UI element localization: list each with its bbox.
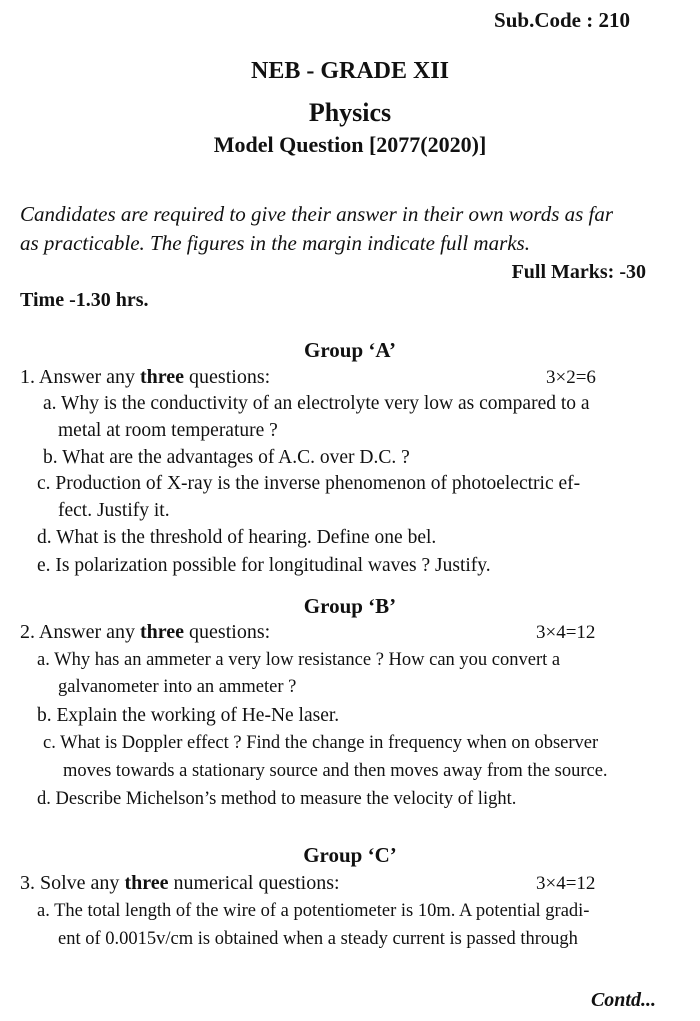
paper-title: Model Question [2077(2020)] — [213, 132, 487, 157]
question-1c-cont: fect. Justify it. — [58, 500, 170, 521]
instruction-line-1: Candidates are required to give their answer in their own words as far — [20, 202, 614, 226]
question-1d: d. What is the threshold of hearing. Define one bel. — [37, 527, 437, 548]
question-1b: b. What are the advantages of A.C. over D.C. ? — [43, 447, 410, 468]
question-2c: c. What is Doppler effect ? Find the change in frequency when on observer — [43, 733, 599, 753]
question-2b: b. Explain the working of He-Ne laser. — [37, 705, 340, 726]
subject-title: Physics — [308, 98, 392, 127]
instruction-line-2: as practicable. The figures in the margin indicate full marks. — [20, 231, 530, 255]
group-c-title: Group ‘C’ — [303, 843, 397, 867]
question-2-marks: 3×4=12 — [536, 622, 596, 643]
question-1a-cont: metal at room temperature ? — [58, 420, 278, 441]
question-2d: d. Describe Michelson’s method to measure the velocity of light. — [37, 789, 517, 809]
question-2a-cont: galvanometer into an ammeter ? — [58, 677, 297, 697]
question-2c-cont: moves towards a stationary source and then moves away from the source. — [63, 761, 608, 781]
question-1c: c. Production of X-ray is the inverse phenomenon of photoelectric ef- — [37, 473, 581, 494]
continued-label: Contd... — [590, 989, 656, 1011]
question-2a: a. Why has an ammeter a very low resistance ? How can you convert a — [37, 650, 561, 670]
question-3: 3. Solve any three numerical questions: — [20, 872, 340, 894]
question-3a: a. The total length of the wire of a potentiometer is 10m. A potential gradi- — [37, 901, 590, 921]
question-1a: a. Why is the conductivity of an electrolyte very low as compared to a — [43, 393, 590, 414]
group-a-title: Group ‘A’ — [304, 338, 396, 362]
exam-title: NEB - GRADE XII — [250, 58, 450, 84]
question-2: 2. Answer any three questions: — [20, 621, 271, 643]
question-1e: e. Is polarization possible for longitudinal waves ? Justify. — [37, 555, 491, 576]
group-b-title: Group ‘B’ — [303, 594, 397, 618]
question-1-marks: 3×2=6 — [546, 367, 596, 388]
question-3a-cont: ent of 0.0015v/cm is obtained when a steady current is passed through — [58, 929, 578, 949]
full-marks: Full Marks: -30 — [511, 261, 646, 283]
subject-code: Sub.Code : 210 — [494, 8, 630, 32]
question-3-marks: 3×4=12 — [536, 873, 596, 894]
time-allowed: Time -1.30 hrs. — [20, 289, 149, 311]
question-1: 1. Answer any three questions: — [20, 366, 271, 388]
